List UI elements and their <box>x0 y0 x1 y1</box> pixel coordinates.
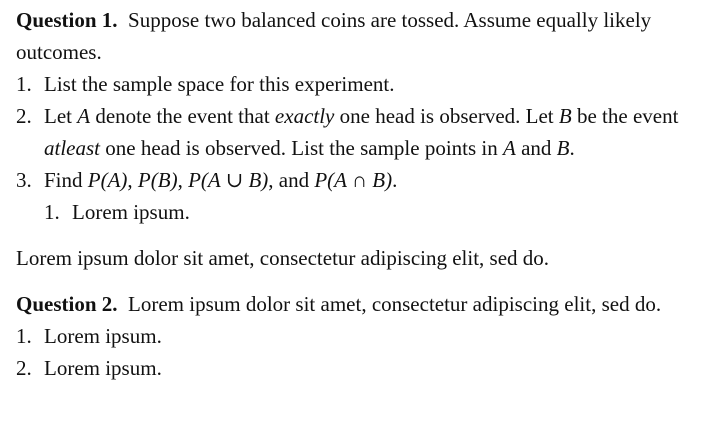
list-number: 1. <box>16 72 32 96</box>
math-expr-pa: P(A) <box>87 168 128 192</box>
question-2-list <box>16 320 710 384</box>
body-paragraph: Lorem ipsum dolor sit amet, consectetur adipiscing elit, sed do. <box>16 246 550 270</box>
emphasis-exactly: exactly <box>274 104 335 128</box>
question-2-label: Question 2. <box>16 292 118 316</box>
question-2-text: Lorem ipsum dolor sit amet, consectetur adipiscing elit, sed do. <box>128 292 662 316</box>
question-1-list <box>16 68 710 228</box>
spacer <box>16 228 710 242</box>
text-run: one head is observed. List the sample points in <box>100 136 504 160</box>
math-var-b: B <box>558 104 572 128</box>
emphasis-atleast: atleast <box>44 136 100 160</box>
list-item-text: Lorem ipsum. <box>44 356 162 380</box>
text-run: and <box>515 136 557 160</box>
question-1-sublist <box>44 196 710 228</box>
text-run: , and <box>268 168 315 192</box>
list-number: 2. <box>16 356 32 380</box>
math-expr-p-intersection: P(A ∩ B) <box>314 168 393 192</box>
list-item-text: Lorem ipsum. <box>44 324 162 348</box>
text-run: , <box>177 168 189 192</box>
list-item-text: List the sample space for this experiment. <box>44 72 395 96</box>
math-var-a: A <box>503 136 516 160</box>
question-2-item-2 <box>16 352 710 384</box>
question-1-text: Suppose two balanced coins are tossed. Assume equally likely outcomes. <box>16 8 652 64</box>
list-number: 1. <box>16 324 32 348</box>
text-run: denote the event that <box>90 104 275 128</box>
list-number: 1. <box>44 200 60 224</box>
text-run: Let <box>44 104 78 128</box>
question-1-item-2 <box>16 100 710 164</box>
math-expr-p-union: P(A ∪ B) <box>188 168 269 192</box>
spacer <box>16 274 710 288</box>
list-number: 2. <box>16 104 32 128</box>
math-expr-pb: P(B) <box>137 168 178 192</box>
math-var-a: A <box>77 104 91 128</box>
text-run: Find <box>44 168 88 192</box>
list-number: 3. <box>16 168 32 192</box>
question-2-intro <box>16 288 710 320</box>
text-run: , <box>127 168 138 192</box>
question-1-intro <box>16 4 710 68</box>
question-1-subitem-1 <box>44 196 710 228</box>
question-1-item-3 <box>16 164 710 228</box>
text-run: . <box>569 136 575 160</box>
question-1-item-1 <box>16 68 710 100</box>
text-run: one head is observed. Let <box>334 104 559 128</box>
math-var-b: B <box>556 136 570 160</box>
question-2-item-1 <box>16 320 710 352</box>
list-item-text: Lorem ipsum. <box>72 200 190 224</box>
text-run: be the event <box>571 104 679 128</box>
text-run: . <box>392 168 398 192</box>
question-1-label: Question 1. <box>16 8 118 32</box>
